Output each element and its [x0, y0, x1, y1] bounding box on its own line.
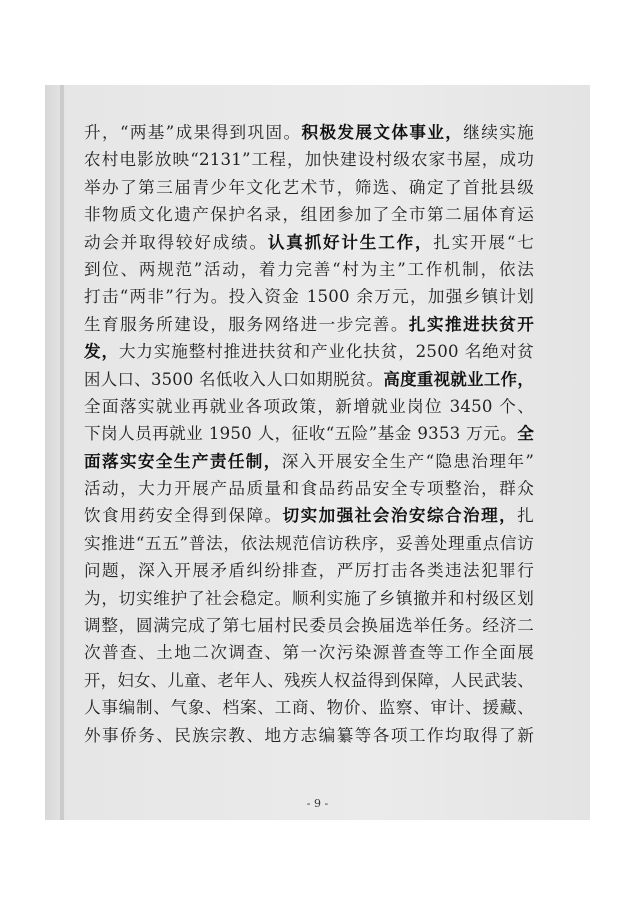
text-segment: 打击“两非”行为。投入资金 1500 余万元，加强乡镇计划 — [84, 287, 534, 307]
text-line — [84, 229, 534, 256]
text-segment: 全面落实就业再就业各项政策，新增就业岗位 3450 个、 — [84, 396, 534, 416]
text-line — [84, 694, 534, 721]
text-line — [84, 119, 534, 146]
text-line — [84, 585, 534, 612]
text-line — [84, 256, 534, 283]
text-segment: 扎 — [517, 506, 534, 526]
text-segment: 人事编制、气象、档案、工商、物价、监察、审计、援藏、 — [84, 698, 534, 718]
bold-heading-phrase: 发， — [84, 342, 119, 362]
text-line — [84, 612, 534, 639]
text-segment: 次普查、土地二次调查、第一次污染源普查等工作全面展 — [84, 643, 534, 663]
text-line — [84, 366, 534, 393]
text-line — [84, 475, 534, 502]
text-segment: 困人口、3500 名低收入人口如期脱贫。 — [84, 369, 384, 389]
text-segment: 外事侨务、民族宗教、地方志编纂等各项工作均取得了新 — [84, 725, 534, 745]
text-segment: 活动，大力开展产品质量和食品药品安全专项整治，群众 — [84, 479, 534, 499]
text-line — [84, 502, 534, 529]
text-line — [84, 201, 534, 228]
text-segment: 深入开展安全生产“隐患治理年” — [281, 451, 534, 471]
text-line — [84, 667, 534, 694]
bold-heading-phrase: 认真抓好计生工作， — [267, 232, 434, 252]
bold-heading-phrase: 高度重视就业工作， — [383, 369, 534, 389]
text-line — [84, 311, 534, 338]
text-segment: 开，妇女、儿童、老年人、残疾人权益得到保障，人民武装、 — [84, 670, 534, 690]
text-segment: 调整，圆满完成了第七届村民委员会换届选举任务。经济二 — [84, 616, 534, 636]
text-line — [84, 393, 534, 420]
text-segment: 为，切实维护了社会稳定。顺利实施了乡镇撤并和村级区划 — [84, 588, 534, 608]
text-segment: 到位、两规范”活动，着力完善“村为主”工作机制，依法 — [84, 259, 534, 279]
bold-heading-phrase: 面落实安全生产责任制， — [84, 451, 282, 471]
text-line — [84, 174, 534, 201]
text-line — [84, 448, 534, 475]
text-line — [84, 557, 534, 584]
text-segment: 农村电影放映“2131”工程，加快建设村级农家书屋，成功 — [84, 150, 534, 170]
text-line — [84, 146, 534, 173]
text-segment: 饮食用药安全得到保障。 — [84, 506, 283, 526]
bold-heading-phrase: 扎实推进扶贫开 — [408, 314, 534, 334]
text-line — [84, 639, 534, 666]
text-segment: 扎实开展“七 — [433, 232, 534, 252]
text-segment: 下岗人员再就业 1950 人，征收“五险”基金 9353 万元。 — [84, 424, 518, 444]
binding-shadow — [60, 85, 64, 820]
text-segment: 继续实施 — [463, 123, 534, 142]
body-text — [84, 119, 534, 749]
bold-heading-phrase: 切实加强社会治安综合治理， — [282, 506, 518, 526]
text-line — [84, 283, 534, 310]
text-segment: 问题，深入开展矛盾纠纷排查，严厉打击各类违法犯罪行 — [84, 561, 534, 581]
bold-heading-phrase: 积极发展文体事业， — [301, 123, 464, 142]
text-segment: 生育服务所建设，服务网络进一步完善。 — [84, 314, 409, 334]
text-segment: 升，“两基”成果得到巩固。 — [84, 123, 302, 142]
text-line — [84, 338, 534, 365]
text-segment: 动会并取得较好成绩。 — [84, 232, 268, 252]
text-line — [84, 420, 534, 447]
text-segment: 大力实施整村推进扶贫和产业化扶贫，2500 名绝对贫 — [118, 342, 534, 362]
text-segment: 举办了第三届青少年文化艺术节，筛选、确定了首批县级 — [84, 177, 534, 197]
text-line — [84, 530, 534, 557]
text-line — [84, 722, 534, 749]
bold-heading-phrase: 全 — [517, 424, 534, 444]
page-number: - 9 - — [306, 797, 329, 810]
text-segment: 实推进“五五”普法，依法规范信访秩序，妥善处理重点信访 — [84, 533, 534, 553]
text-segment: 非物质文化遗产保护名录，组团参加了全市第二届体育运 — [84, 205, 534, 225]
